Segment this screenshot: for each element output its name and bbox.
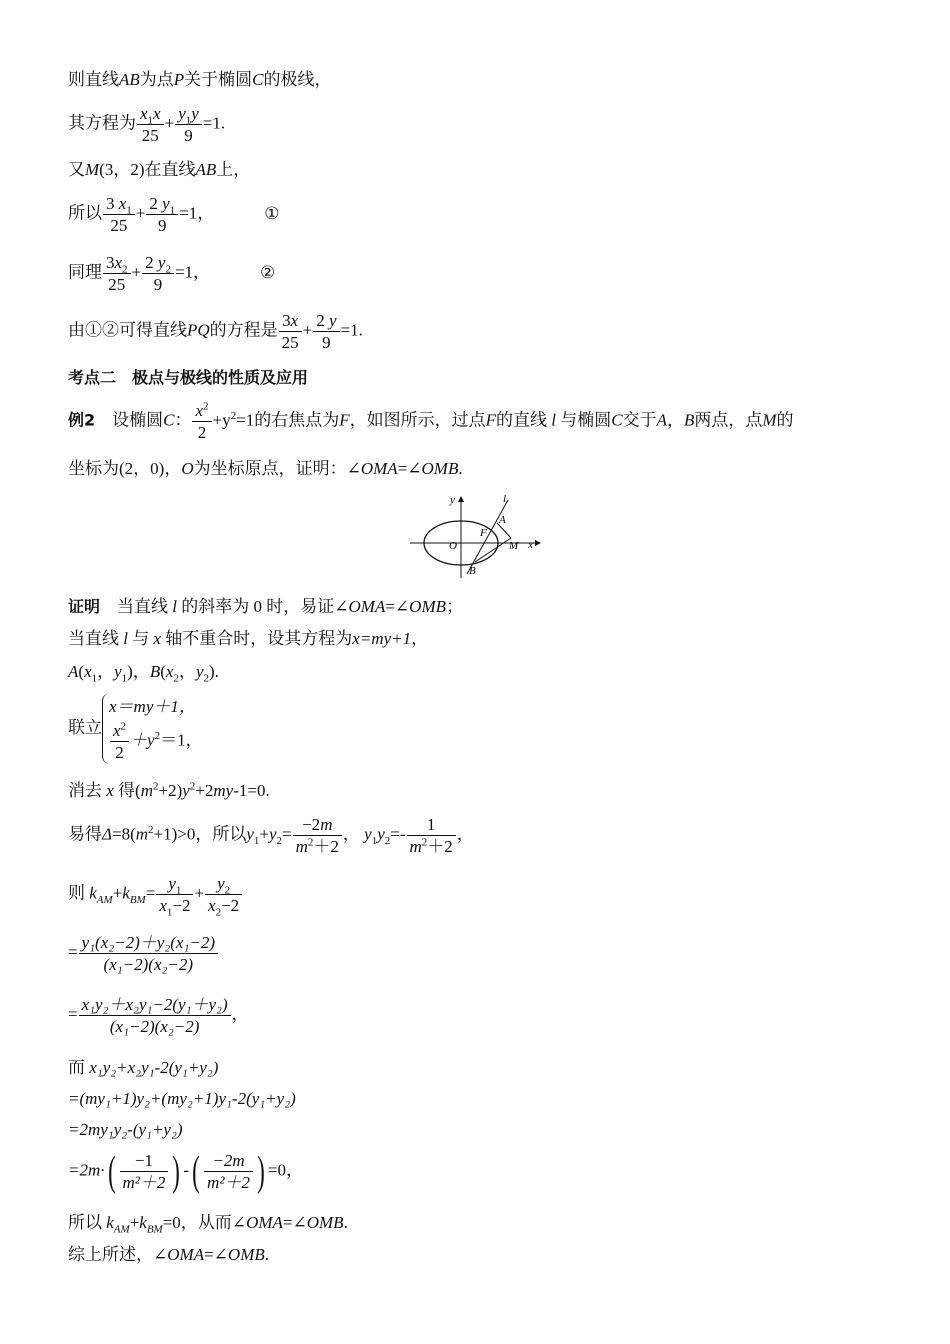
equation-system: 联立 x＝my＋1， $\frac{x^2}{2}$ $+y^2=1$， <box>68 693 203 764</box>
numerator-line-1: 而 x₁y₂+x₂y₁-2(y₁+y₂) <box>68 1058 219 1077</box>
label-l: l <box>503 493 507 505</box>
system-brace: x＝my＋1， $\frac{x^2}{2}$ $+y^2=1$， <box>102 693 203 764</box>
label-M: M <box>509 540 519 552</box>
numerator-line-2: =(my₁+1)y₂+(my₂+1)y₁-2(y₁+y₂) <box>68 1089 296 1108</box>
equation-1-line: 所以 $\frac{3 x_1}{25}$ + $\frac{2 y_1}{9}$ =1， ① <box>68 194 280 236</box>
vieta-line: 易得$\Delta=8(m^2+1)>0$，所以$y_1+y_2=$ $\frac{-2m}{m^2+2}$ ， $y_1y_2=-$ $\frac{1}{m^2+2}$ ， <box>68 815 474 857</box>
example-statement-2: 坐标为(2，0)，O为坐标原点，证明：∠OMA=∠OMB. <box>68 459 463 478</box>
conclusion-line-1: 所以 $k_{AM}+k_{BM}=0$，从而∠OMA=∠OMB. <box>68 1213 348 1236</box>
label-F: F <box>480 527 487 539</box>
equation-2-line: 同理 $\frac{3x_2}{25}$ + $\frac{2 y_2}{9}$ =1， ② <box>68 253 276 295</box>
conclusion-line-2: 综上所述，∠OMA=∠OMB. <box>68 1245 269 1264</box>
example-statement: 例2 设椭圆C： $\frac{x^2}{2}$ $+y^2=1$的右焦点为F，如图所示，过点F的直线 l 与椭圆C交于A，B两点，点M的 <box>68 400 794 443</box>
proof-line-3: $A(x_1$，$y_1$)，$B(x_2$，$y_2$). <box>68 662 219 685</box>
proof-line-2: 当直线 l 与 x 轴不重合时，设其方程为x=my+1， <box>68 629 429 648</box>
line-l <box>467 500 508 574</box>
proof-line-1: 证明 当直线 l 的斜率为 0 时，易证∠OMA=∠OMB； <box>68 597 463 616</box>
ellipse-figure <box>405 490 545 580</box>
text-line-3: 又M(3，2)在直线AB上， <box>68 160 251 179</box>
section-heading: 考点二 极点与极线的性质及应用 <box>68 368 309 387</box>
eliminate-line: 消去 x 得$(m^2+2)y^2+2my-1=0$. <box>68 780 270 800</box>
slope-sum-step-2: = $\frac{\text{y₁(x₂−2)＋y₂(x₁−2)}}{\text{(x₁−2)(x₂−2)}}$ <box>68 932 219 976</box>
slope-sum-step-3: = $\frac{\text{x₁y₂＋x₂y₁−2(y₁＋y₂)}}{\text{(x₁−2)(x₂−2)}}$ ， <box>68 995 249 1037</box>
fraction: $\frac{x_1x}{25}$ <box>137 103 164 147</box>
polar-equation-line: 其方程为 $\frac{x_1x}{25}$ + $\frac{y_1y}{9}$ =1. <box>68 104 226 146</box>
numerator-line-4: =2m·( $\frac{-1}{\text{m²＋2}}$ ) -( $\frac{-2m}{\text{m²＋2}}$ ) =0， <box>68 1148 304 1195</box>
label-O: O <box>449 540 457 552</box>
label-x: x <box>528 539 533 551</box>
label-A: A <box>499 514 506 526</box>
label-y: y <box>450 494 455 506</box>
text-line-1: 则直线AB为点P关于椭圆C的极线， <box>68 70 332 89</box>
line-pq-equation: 由①②可得直线PQ的方程是 $\frac{3x}{25}$ + $\frac{2 y}{9}$ =1. <box>68 311 363 353</box>
slope-sum-line: 则 $k_{AM}+k_{BM}=$ $\frac{y_1}{x_1-2}$ + $\frac{y_2}{x_2-2}$ <box>68 873 243 917</box>
label-B: B <box>469 565 476 577</box>
x-arrow <box>535 540 541 546</box>
fraction: $\frac{y_1y}{9}$ <box>175 103 202 147</box>
y-arrow <box>458 496 464 502</box>
numerator-line-3: =2my₁y₂-(y₁+y₂) <box>68 1120 183 1139</box>
